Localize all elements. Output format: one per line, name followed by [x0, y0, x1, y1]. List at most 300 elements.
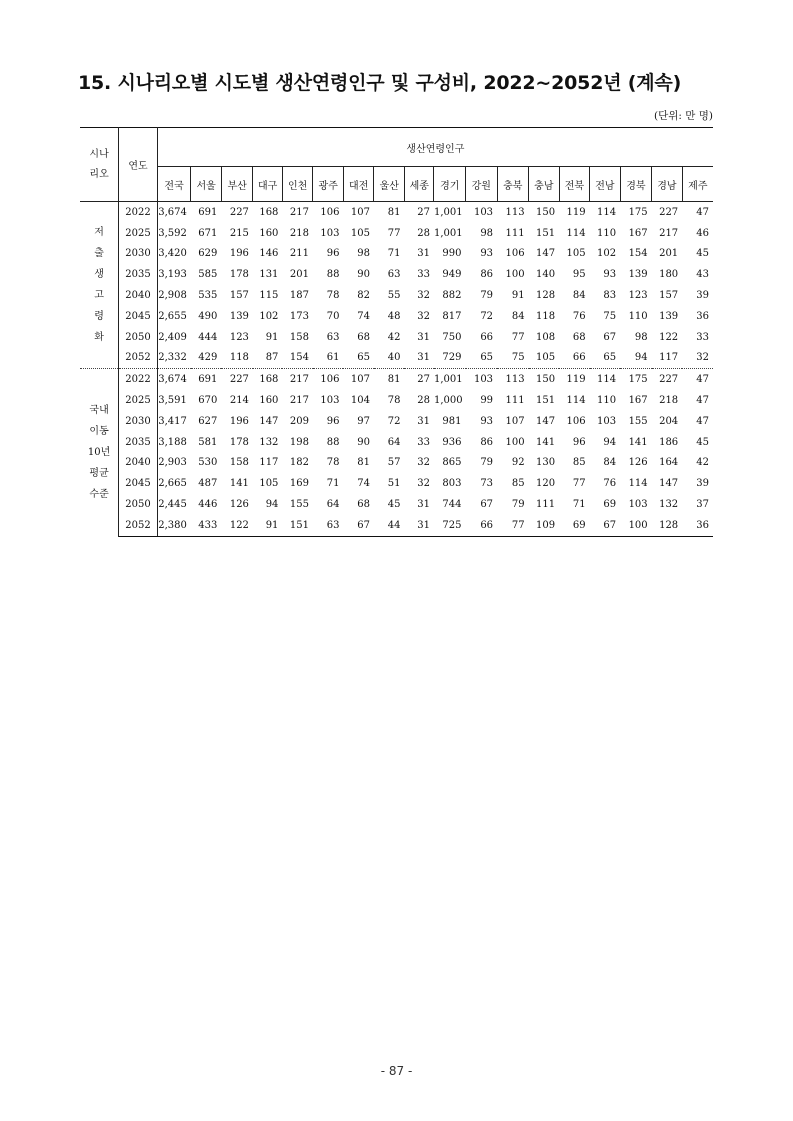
year-cell: 2040 — [119, 453, 158, 474]
value-cell: 83 — [603, 290, 617, 302]
value-cell: 55 — [387, 290, 401, 302]
value-cell: 111 — [505, 227, 525, 239]
value-cell: 585 — [198, 269, 218, 281]
value-cell: 28 — [417, 227, 430, 239]
value-cell: 73 — [480, 478, 494, 490]
value-cell: 139 — [659, 310, 679, 322]
table-row — [80, 411, 713, 432]
value-cell: 91 — [253, 515, 283, 536]
value-cell: 31 — [417, 331, 430, 343]
value-cell: 78 — [387, 395, 401, 407]
table-row — [80, 494, 713, 515]
value-cell: 130 — [536, 457, 556, 469]
value-cell: 92 — [511, 457, 525, 469]
value-cell: 150 — [536, 206, 556, 218]
table-row — [80, 515, 713, 536]
value-cell: 160 — [259, 227, 279, 239]
value-cell: 68 — [357, 499, 370, 511]
value-cell: 691 — [198, 206, 218, 218]
value-cell: 78 — [326, 457, 340, 469]
value-cell: 671 — [198, 227, 218, 239]
value-cell: 93 — [480, 248, 494, 260]
value-cell: 84 — [511, 310, 525, 322]
value-cell: 164 — [659, 457, 679, 469]
value-cell: 227 — [221, 369, 253, 390]
value-cell: 122 — [221, 515, 253, 536]
value-cell: 70 — [326, 310, 340, 322]
value-cell: 146 — [259, 248, 279, 260]
region-header: 경기 — [434, 167, 466, 202]
value-cell: 31 — [417, 415, 430, 427]
table-row — [80, 306, 713, 327]
value-cell: 43 — [696, 269, 709, 281]
value-cell: 88 — [326, 269, 340, 281]
value-cell: 140 — [536, 269, 556, 281]
value-cell: 40 — [387, 352, 401, 364]
value-cell: 81 — [357, 457, 370, 469]
value-cell: 67 — [480, 499, 494, 511]
value-cell: 72 — [480, 310, 494, 322]
value-cell: 3,417 — [158, 415, 187, 427]
value-cell: 77 — [511, 331, 525, 343]
value-cell: 65 — [480, 352, 494, 364]
region-header: 충남 — [529, 167, 560, 202]
value-cell: 118 — [536, 310, 556, 322]
value-cell: 68 — [357, 331, 370, 343]
region-header: 경북 — [620, 167, 652, 202]
value-cell: 79 — [480, 290, 494, 302]
value-cell: 217 — [289, 395, 309, 407]
value-cell: 196 — [229, 248, 249, 260]
value-cell: 94 — [603, 436, 617, 448]
table-row — [80, 327, 713, 348]
value-cell: 2,655 — [158, 310, 187, 322]
table-row — [80, 390, 713, 411]
value-cell: 2,332 — [158, 352, 187, 364]
value-cell: 209 — [289, 415, 309, 427]
value-cell: 157 — [659, 290, 679, 302]
value-cell: 433 — [191, 515, 222, 536]
region-header: 전국 — [157, 167, 191, 202]
value-cell: 110 — [597, 395, 617, 407]
value-cell: 31 — [417, 248, 430, 260]
year-cell: 2035 — [119, 264, 158, 285]
value-cell: 139 — [229, 310, 249, 322]
value-cell: 103 — [473, 206, 494, 218]
value-cell: 227 — [659, 206, 679, 218]
value-cell: 178 — [229, 436, 249, 448]
value-cell: 102 — [597, 248, 617, 260]
value-cell: 155 — [628, 415, 648, 427]
value-cell: 69 — [603, 499, 617, 511]
value-cell: 107 — [350, 206, 370, 218]
value-cell: 444 — [198, 331, 218, 343]
value-cell: 67 — [603, 331, 617, 343]
value-cell: 64 — [326, 499, 340, 511]
value-cell: 27 — [404, 369, 434, 390]
value-cell: 154 — [289, 352, 309, 364]
value-cell: 42 — [387, 331, 401, 343]
value-cell: 63 — [313, 515, 344, 536]
region-header: 서울 — [191, 167, 222, 202]
value-cell: 151 — [282, 515, 313, 536]
value-cell: 1,001 — [434, 369, 466, 390]
value-cell: 107 — [505, 415, 525, 427]
value-cell: 1,000 — [433, 395, 463, 407]
group-header: 생산연령인구 — [157, 128, 713, 167]
value-cell: 218 — [659, 395, 679, 407]
value-cell: 201 — [659, 248, 679, 260]
year-cell: 2050 — [119, 494, 158, 515]
value-cell: 76 — [572, 310, 586, 322]
value-cell: 98 — [634, 331, 648, 343]
value-cell: 28 — [417, 395, 430, 407]
value-cell: 2,409 — [158, 331, 187, 343]
table-row — [80, 264, 713, 285]
value-cell: 31 — [404, 515, 434, 536]
year-cell: 2052 — [119, 348, 158, 369]
value-cell: 132 — [659, 499, 679, 511]
value-cell: 114 — [597, 206, 617, 218]
value-cell: 169 — [289, 478, 309, 490]
scenario-label: 저 출 생 고 령 화 — [80, 202, 119, 369]
value-cell: 46 — [696, 227, 709, 239]
value-cell: 99 — [480, 395, 494, 407]
value-cell: 81 — [387, 206, 401, 218]
value-cell: 141 — [628, 436, 648, 448]
value-cell: 69 — [559, 515, 590, 536]
value-cell: 180 — [659, 269, 679, 281]
value-cell: 105 — [536, 352, 556, 364]
value-cell: 186 — [659, 436, 679, 448]
value-cell: 214 — [229, 395, 249, 407]
value-cell: 96 — [572, 436, 586, 448]
value-cell: 103 — [597, 415, 617, 427]
value-cell: 87 — [265, 352, 279, 364]
value-cell: 157 — [229, 290, 249, 302]
value-cell: 108 — [536, 331, 556, 343]
value-cell: 1,001 — [433, 206, 463, 218]
value-cell: 100 — [620, 515, 652, 536]
value-cell: 729 — [442, 352, 462, 364]
year-cell: 2035 — [119, 432, 158, 453]
value-cell: 725 — [434, 515, 466, 536]
value-cell: 85 — [511, 478, 525, 490]
year-cell: 2030 — [119, 411, 158, 432]
value-cell: 446 — [198, 499, 218, 511]
value-cell: 44 — [374, 515, 405, 536]
value-cell: 103 — [628, 499, 648, 511]
value-cell: 67 — [343, 515, 374, 536]
value-cell: 90 — [357, 436, 370, 448]
value-cell: 3,674 — [157, 369, 191, 390]
value-cell: 57 — [387, 457, 401, 469]
value-cell: 154 — [628, 248, 648, 260]
value-cell: 131 — [259, 269, 279, 281]
year-cell: 2025 — [119, 223, 158, 244]
scenario-label: 국내 이동 10년 평균 수준 — [80, 369, 119, 536]
value-cell: 100 — [505, 436, 525, 448]
value-cell: 32 — [417, 478, 430, 490]
value-cell: 150 — [529, 369, 560, 390]
year-cell: 2022 — [119, 202, 158, 223]
value-cell: 103 — [320, 395, 340, 407]
value-cell: 66 — [572, 352, 586, 364]
value-cell: 65 — [603, 352, 617, 364]
value-cell: 865 — [442, 457, 462, 469]
value-cell: 33 — [417, 436, 430, 448]
year-header: 연도 — [119, 128, 158, 202]
value-cell: 110 — [628, 310, 648, 322]
region-header: 세종 — [404, 167, 434, 202]
value-cell: 211 — [289, 248, 309, 260]
value-cell: 168 — [253, 369, 283, 390]
value-cell: 147 — [536, 248, 556, 260]
value-cell: 670 — [198, 395, 218, 407]
value-cell: 77 — [572, 478, 586, 490]
table-row — [80, 453, 713, 474]
value-cell: 36 — [696, 310, 709, 322]
value-cell: 74 — [357, 478, 370, 490]
value-cell: 128 — [652, 515, 683, 536]
value-cell: 182 — [289, 457, 309, 469]
value-cell: 97 — [357, 415, 370, 427]
value-cell: 94 — [634, 352, 648, 364]
value-cell: 114 — [590, 369, 621, 390]
value-cell: 173 — [289, 310, 309, 322]
value-cell: 118 — [229, 352, 249, 364]
value-cell: 2,665 — [158, 478, 187, 490]
value-cell: 103 — [466, 369, 498, 390]
value-cell: 158 — [289, 331, 309, 343]
value-cell: 91 — [511, 290, 525, 302]
value-cell: 198 — [289, 436, 309, 448]
value-cell: 76 — [603, 478, 617, 490]
value-cell: 27 — [417, 206, 430, 218]
value-cell: 158 — [229, 457, 249, 469]
unit-label: (단위: 만 명) — [654, 110, 713, 122]
region-header: 울산 — [374, 167, 405, 202]
value-cell: 71 — [387, 248, 401, 260]
table-row — [80, 432, 713, 453]
value-cell: 114 — [566, 395, 586, 407]
value-cell: 3,420 — [158, 248, 187, 260]
value-cell: 84 — [572, 290, 586, 302]
value-cell: 215 — [229, 227, 249, 239]
value-cell: 141 — [229, 478, 249, 490]
value-cell: 217 — [289, 206, 309, 218]
value-cell: 45 — [696, 248, 709, 260]
table-row — [80, 223, 713, 244]
value-cell: 147 — [659, 478, 679, 490]
value-cell: 218 — [289, 227, 309, 239]
value-cell: 2,908 — [158, 290, 187, 302]
value-cell: 75 — [603, 310, 617, 322]
value-cell: 3,592 — [158, 227, 187, 239]
value-cell: 31 — [417, 352, 430, 364]
year-cell: 2045 — [119, 306, 158, 327]
value-cell: 81 — [374, 369, 405, 390]
value-cell: 33 — [417, 269, 430, 281]
value-cell: 32 — [417, 310, 430, 322]
value-cell: 3,188 — [158, 436, 187, 448]
value-cell: 68 — [572, 331, 586, 343]
value-cell: 32 — [417, 290, 430, 302]
value-cell: 71 — [572, 499, 586, 511]
value-cell: 65 — [357, 352, 370, 364]
year-cell: 2030 — [119, 244, 158, 265]
value-cell: 119 — [559, 369, 590, 390]
value-cell: 102 — [259, 310, 279, 322]
value-cell: 750 — [442, 331, 462, 343]
value-cell: 94 — [265, 499, 279, 511]
value-cell: 981 — [442, 415, 462, 427]
value-cell: 217 — [659, 227, 679, 239]
value-cell: 1,001 — [433, 227, 463, 239]
value-cell: 45 — [387, 499, 401, 511]
region-header: 강원 — [466, 167, 498, 202]
year-cell: 2045 — [119, 473, 158, 494]
year-cell: 2050 — [119, 327, 158, 348]
value-cell: 201 — [289, 269, 309, 281]
value-cell: 3,193 — [158, 269, 187, 281]
value-cell: 111 — [505, 395, 525, 407]
value-cell: 2,380 — [157, 515, 191, 536]
value-cell: 88 — [326, 436, 340, 448]
value-cell: 51 — [387, 478, 401, 490]
value-cell: 114 — [566, 227, 586, 239]
value-cell: 167 — [628, 227, 648, 239]
value-cell: 47 — [682, 369, 713, 390]
table-row — [80, 202, 713, 223]
region-header-row — [80, 167, 713, 202]
value-cell: 629 — [198, 248, 218, 260]
value-cell: 117 — [259, 457, 279, 469]
value-cell: 204 — [659, 415, 679, 427]
value-cell: 487 — [198, 478, 218, 490]
value-cell: 93 — [480, 415, 494, 427]
value-cell: 107 — [343, 369, 374, 390]
table-row — [80, 473, 713, 494]
page-title: 15. 시나리오별 시도별 생산연령인구 및 구성비, 2022~2052년 (계속) — [78, 72, 682, 94]
table-row — [80, 369, 713, 390]
value-cell: 61 — [326, 352, 340, 364]
value-cell: 114 — [628, 478, 648, 490]
value-cell: 882 — [442, 290, 462, 302]
value-cell: 744 — [442, 499, 462, 511]
region-header: 광주 — [313, 167, 344, 202]
value-cell: 42 — [696, 457, 709, 469]
value-cell: 530 — [198, 457, 218, 469]
value-cell: 167 — [628, 395, 648, 407]
value-cell: 67 — [590, 515, 621, 536]
value-cell: 79 — [511, 499, 525, 511]
value-cell: 123 — [628, 290, 648, 302]
region-header: 충북 — [497, 167, 529, 202]
value-cell: 66 — [466, 515, 498, 536]
year-cell: 2025 — [119, 390, 158, 411]
region-header: 전북 — [559, 167, 590, 202]
value-cell: 132 — [259, 436, 279, 448]
value-cell: 105 — [259, 478, 279, 490]
value-cell: 39 — [696, 478, 709, 490]
value-cell: 106 — [566, 415, 586, 427]
value-cell: 117 — [659, 352, 679, 364]
year-cell: 2022 — [119, 369, 158, 390]
region-header: 경남 — [652, 167, 683, 202]
value-cell: 155 — [289, 499, 309, 511]
value-cell: 936 — [442, 436, 462, 448]
value-cell: 105 — [566, 248, 586, 260]
value-cell: 106 — [320, 206, 340, 218]
year-cell: 2052 — [119, 515, 158, 536]
value-cell: 84 — [603, 457, 617, 469]
value-cell: 86 — [480, 436, 494, 448]
value-cell: 110 — [597, 227, 617, 239]
value-cell: 93 — [603, 269, 617, 281]
value-cell: 147 — [536, 415, 556, 427]
value-cell: 77 — [497, 515, 529, 536]
value-cell: 627 — [198, 415, 218, 427]
region-header: 인천 — [282, 167, 313, 202]
value-cell: 175 — [620, 369, 652, 390]
value-cell: 175 — [628, 206, 648, 218]
value-cell: 79 — [480, 457, 494, 469]
value-cell: 82 — [357, 290, 370, 302]
value-cell: 37 — [696, 499, 709, 511]
table-row — [80, 244, 713, 265]
value-cell: 113 — [505, 206, 525, 218]
value-cell: 95 — [572, 269, 586, 281]
value-cell: 128 — [536, 290, 556, 302]
value-cell: 91 — [265, 331, 279, 343]
value-cell: 32 — [417, 457, 430, 469]
value-cell: 227 — [652, 369, 683, 390]
region-header: 대전 — [343, 167, 374, 202]
value-cell: 691 — [191, 369, 222, 390]
value-cell: 48 — [387, 310, 401, 322]
table-header — [80, 128, 713, 202]
value-cell: 126 — [229, 499, 249, 511]
value-cell: 139 — [628, 269, 648, 281]
page-number: - 87 - — [380, 1064, 413, 1078]
value-cell: 75 — [511, 352, 525, 364]
value-cell: 63 — [387, 269, 401, 281]
value-cell: 47 — [696, 415, 709, 427]
region-header: 제주 — [688, 180, 708, 192]
value-cell: 113 — [497, 369, 529, 390]
value-cell: 2,445 — [158, 499, 187, 511]
value-cell: 105 — [350, 227, 370, 239]
value-cell: 217 — [282, 369, 313, 390]
region-header: 부산 — [221, 167, 253, 202]
value-cell: 126 — [628, 457, 648, 469]
value-cell: 119 — [566, 206, 586, 218]
value-cell: 227 — [229, 206, 249, 218]
value-cell: 86 — [480, 269, 494, 281]
value-cell: 98 — [480, 227, 494, 239]
value-cell: 47 — [696, 395, 709, 407]
value-cell: 115 — [259, 290, 279, 302]
value-cell: 990 — [442, 248, 462, 260]
value-cell: 45 — [696, 436, 709, 448]
value-cell: 100 — [505, 269, 525, 281]
value-cell: 90 — [357, 269, 370, 281]
value-cell: 147 — [259, 415, 279, 427]
value-cell: 3,674 — [158, 206, 187, 218]
value-cell: 106 — [505, 248, 525, 260]
value-cell: 3,591 — [158, 395, 187, 407]
